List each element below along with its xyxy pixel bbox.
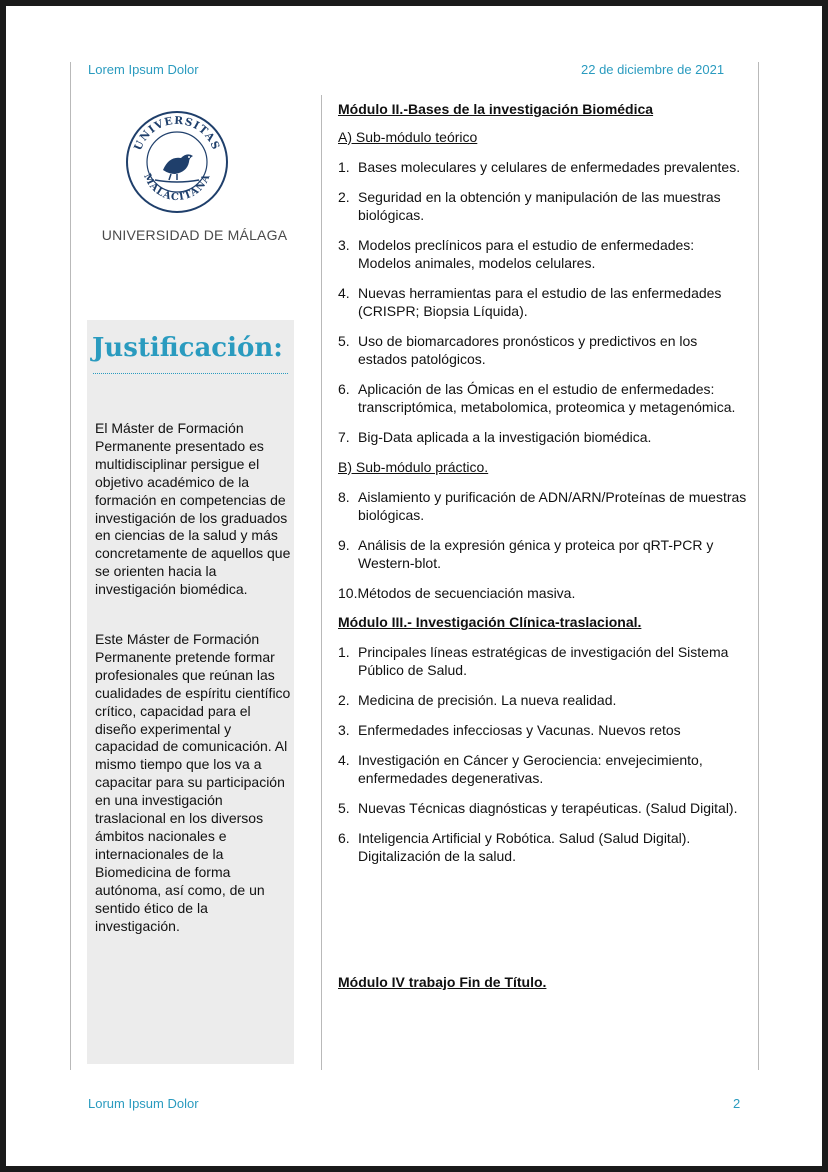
list-item: 1. Principales líneas estratégicas de investigación del Sistema Público de Salud.: [338, 644, 729, 678]
justification-heading: Justificación:: [92, 333, 283, 363]
svg-text:UNIVERSITAS: UNIVERSITAS: [132, 114, 222, 153]
page-number: 2: [733, 1096, 741, 1111]
dotted-divider: [93, 373, 288, 374]
list-item: 7. Big-Data aplicada a la investigación biomédica.: [338, 429, 652, 445]
footer-left-text: Lorum Ipsum Dolor: [88, 1096, 199, 1111]
module-4-heading: Módulo IV trabajo Fin de Título.: [338, 974, 547, 990]
list-item: 4. Investigación en Cáncer y Gerociencia: envejecimiento, enfermedades degenerativas.: [338, 752, 703, 786]
university-seal-logo: [125, 110, 229, 214]
list-item: 1. Bases moleculares y celulares de enfermedades prevalentes.: [338, 159, 741, 175]
justification-paragraph-1: El Máster de Formación Permanente presentado es multidisciplinar persigue el objetivo académico de la formación en competencias de investigación de los graduados en ciencias de la salud y más concretamente de aquellos que se orienten hacia la investigación biomédica.: [95, 420, 291, 598]
list-item: 3. Modelos preclínicos para el estudio de enfermedades: Modelos animales, modelos celulares.: [338, 237, 695, 271]
list-item: 9. Análisis de la expresión génica y proteica por qRT-PCR y Western-blot.: [338, 537, 714, 571]
list-item: 6. Inteligencia Artificial y Robótica. Salud (Salud Digital). Digitalización de la salud.: [338, 830, 691, 864]
justification-paragraph-2: Este Máster de Formación Permanente pretende formar profesionales que reúnan las cualidades de espíritu científico crítico, capacidad para el diseño experimental y capacidad de comunicación. Al mismo tiempo que los va a capacitar para su participación en una investigación traslacional en los diversos ámbitos nacionales e internacionales de la Biomedicina de forma autónoma, así como, de un sentido ético de la investigación.: [95, 631, 291, 934]
list-item: 8. Aislamiento y purificación de ADN/ARN/Proteínas de muestras biológicas.: [338, 489, 747, 523]
list-item: 6. Aplicación de las Ómicas en el estudio de enfermedades: transcriptómica, metabolomica, proteomica y metagenómica.: [338, 381, 736, 415]
list-item: 5. Uso de biomarcadores pronósticos y predictivos en los estados patológicos.: [338, 333, 698, 367]
column-divider-line: [321, 95, 322, 1070]
module-4-block: [338, 973, 748, 991]
left-margin-line: [70, 62, 71, 1070]
module-3-list: [338, 643, 748, 865]
module-2-theory-list: [338, 158, 748, 446]
list-item: 3. Enfermedades infecciosas y Vacunas. Nuevos retos: [338, 722, 681, 738]
module-2-practice-list: [338, 488, 748, 572]
header-left-text: Lorem Ipsum Dolor: [88, 62, 199, 77]
svg-text:MALACITANA: MALACITANA: [141, 171, 213, 204]
university-name: UNIVERSIDAD DE MÁLAGA: [101, 227, 288, 243]
submodule-b-heading: B) Sub-módulo práctico.: [338, 459, 489, 475]
list-item: 2. Seguridad en la obtención y manipulación de las muestras biológicas.: [338, 189, 721, 223]
list-item: 5. Nuevas Técnicas diagnósticas y terapéuticas. (Salud Digital).: [338, 800, 738, 816]
list-item: 4. Nuevas herramientas para el estudio de las enfermedades (CRISPR; Biopsia Líquida).: [338, 285, 722, 319]
module-2-heading: Módulo II.-Bases de la investigación Biomédica: [338, 101, 654, 117]
course-modules-content: [338, 100, 748, 877]
header-date: 22 de diciembre de 2021: [581, 62, 725, 77]
list-item: 10.Métodos de secuenciación masiva.: [338, 585, 576, 601]
module-3-heading: Módulo III.- Investigación Clínica-traslacional.: [338, 614, 642, 630]
list-item: 2. Medicina de precisión. La nueva realidad.: [338, 692, 617, 708]
right-margin-line: [758, 62, 759, 1070]
submodule-a-heading: A) Sub-módulo teórico: [338, 129, 478, 145]
